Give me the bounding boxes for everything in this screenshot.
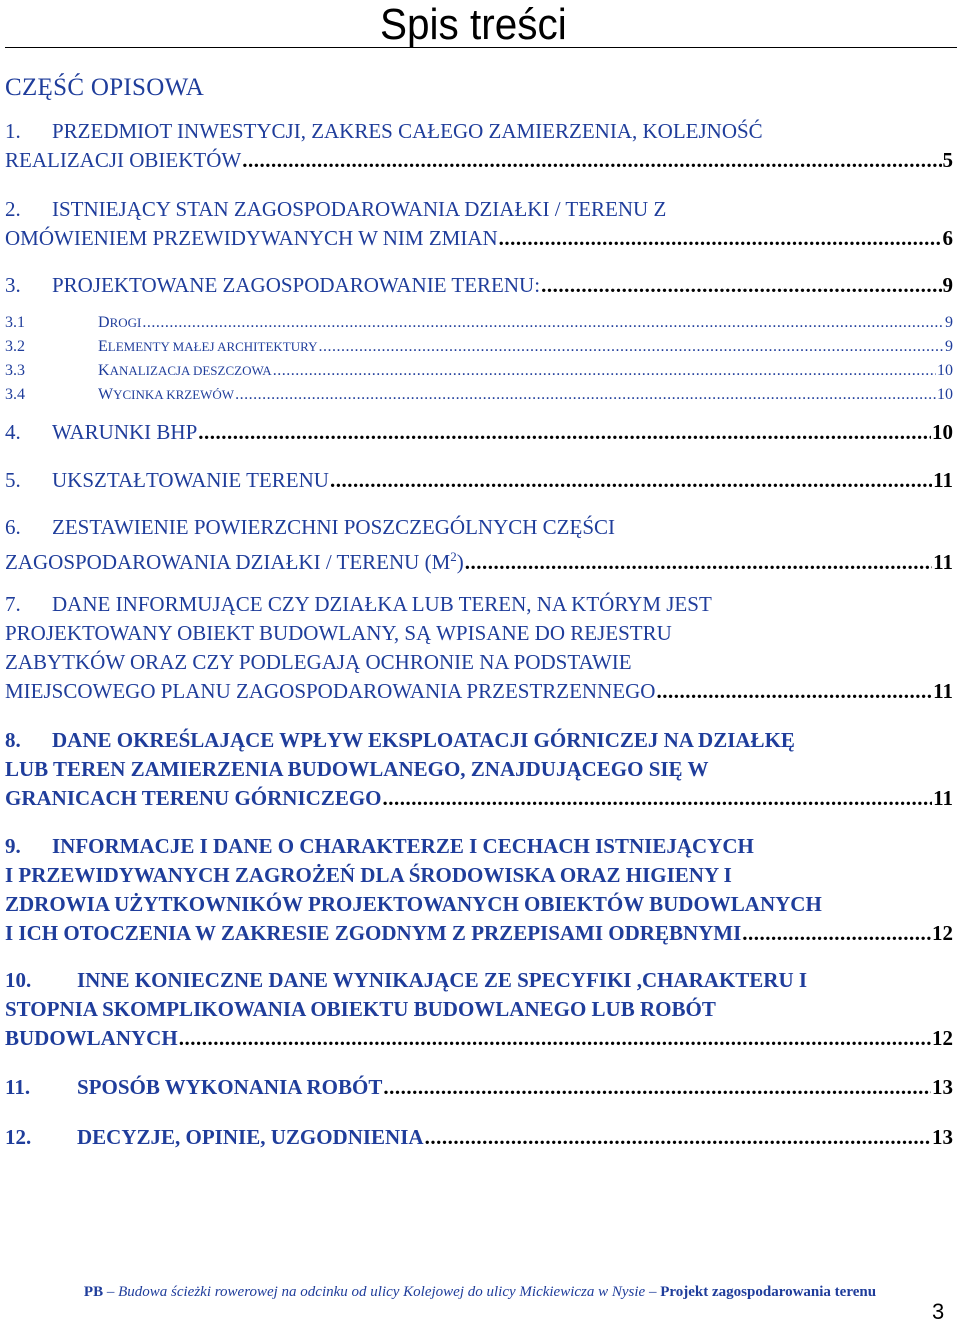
toc-last-line: 5. UKSZTAŁTOWANIE TERENU ..... 11 xyxy=(5,466,953,495)
toc-page: 6 xyxy=(942,226,953,250)
toc-line: PROJEKTOWANY OBIEKT BUDOWLANY, SĄ WPISANE DO REJESTRU xyxy=(5,621,672,645)
toc-last-line: REALIZACJI OBIEKTÓW ..... 5 xyxy=(5,146,953,175)
section-title: CZĘŚĆ OPISOWA xyxy=(5,74,205,101)
toc-page: 9 xyxy=(945,338,953,355)
toc-entry-3-4[interactable] xyxy=(5,383,953,407)
toc-page: 12 xyxy=(932,1026,953,1050)
toc-entry-10[interactable] xyxy=(5,966,953,1053)
toc-entry-11[interactable] xyxy=(5,1073,953,1102)
toc-line: 6. ZESTAWIENIE POWIERZCHNI POSZCZEGÓLNYCH CZĘŚCI xyxy=(5,515,616,539)
toc-entry-3[interactable] xyxy=(5,271,953,300)
toc-entry-4[interactable] xyxy=(5,418,953,447)
toc-line: 1. PRZEDMIOT INWESTYCJI, ZAKRES CAŁEGO ZAMIERZENIA, KOLEJNOŚĆ xyxy=(5,119,763,143)
toc-last-line: I ICH OTOCZENIA W ZAKRESIE ZGODNYM Z PRZEPISAMI ODRĘBNYMI ..... 12 xyxy=(5,919,953,948)
toc-last-line: 3.4 WYCINKA KRZEWÓW ..... 10 xyxy=(5,383,953,407)
footer-separator: – xyxy=(645,1284,661,1300)
toc-page: 10 xyxy=(937,362,953,379)
toc-page: 13 xyxy=(932,1125,953,1149)
page-footer xyxy=(0,1283,960,1301)
toc-page: 13 xyxy=(932,1075,953,1099)
toc-entry-7[interactable] xyxy=(5,590,953,706)
toc-last-line: OMÓWIENIEM PRZEWIDYWANYCH W NIM ZMIAN ..... 6 xyxy=(5,224,953,253)
toc-page: 12 xyxy=(932,921,953,945)
toc-line: STOPNIA SKOMPLIKOWANIA OBIEKTU BUDOWLANEGO LUB ROBÓT xyxy=(5,997,716,1021)
toc-line: 10. INNE KONIECZNE DANE WYNIKAJĄCE ZE SPECYFIKI ,CHARAKTERU I xyxy=(5,968,808,992)
toc-entry-2[interactable] xyxy=(5,195,953,253)
toc-entry-5[interactable] xyxy=(5,466,953,495)
title-rule xyxy=(5,47,957,48)
footer-left: PB xyxy=(83,1284,104,1300)
toc-page: 9 xyxy=(945,314,953,331)
toc-page: 11 xyxy=(933,468,953,492)
toc-entry-1[interactable] xyxy=(5,117,953,175)
footer-separator: – xyxy=(103,1284,119,1300)
toc-page: 11 xyxy=(933,786,953,810)
page-title: Spis treści xyxy=(380,0,567,49)
toc-page: 10 xyxy=(932,420,953,444)
toc-line: 8. DANE OKREŚLAJĄCE WPŁYW EKSPLOATACJI GÓRNICZEJ NA DZIAŁKĘ xyxy=(5,728,795,752)
toc-page: 11 xyxy=(933,550,953,574)
toc-last-line: 3.1 DROGI ..... 9 xyxy=(5,311,953,335)
toc-last-line: 3. PROJEKTOWANE ZAGOSPODAROWANIE TERENU: ..... 9 xyxy=(5,271,953,300)
toc-last-line: MIEJSCOWEGO PLANU ZAGOSPODAROWANIA PRZESTRZENNEGO ..... 11 xyxy=(5,677,953,706)
toc-last-line: BUDOWLANYCH ..... 12 xyxy=(5,1024,953,1053)
toc-line: 7. DANE INFORMUJĄCE CZY DZIAŁKA LUB TEREN, NA KTÓRYM JEST xyxy=(5,592,712,616)
toc-entry-12[interactable] xyxy=(5,1123,953,1152)
toc-entry-6[interactable] xyxy=(5,513,953,577)
toc-last-line: GRANICACH TERENU GÓRNICZEGO ..... 11 xyxy=(5,784,953,813)
toc-entry-3-3[interactable] xyxy=(5,359,953,383)
toc-last-line: 3.3 KANALIZACJA DESZCZOWA ..... 10 xyxy=(5,359,953,383)
toc-page: 10 xyxy=(937,386,953,403)
toc-entry-8[interactable] xyxy=(5,726,953,813)
toc-last-line: 3.2 ELEMENTY MAŁEJ ARCHITEKTURY ..... 9 xyxy=(5,335,953,359)
toc-page: 5 xyxy=(942,148,953,172)
toc-line: ZDROWIA UŻYTKOWNIKÓW PROJEKTOWANYCH OBIEKTÓW BUDOWLANYCH xyxy=(5,892,822,916)
toc-line: ZABYTKÓW ORAZ CZY PODLEGAJĄ OCHRONIE NA PODSTAWIE xyxy=(5,650,632,674)
toc-entry-3-2[interactable] xyxy=(5,335,953,359)
toc-entry-9[interactable] xyxy=(5,832,953,948)
toc-line: 9. INFORMACJE I DANE O CHARAKTERZE I CECHACH ISTNIEJĄCYCH xyxy=(5,834,754,858)
toc-line: LUB TEREN ZAMIERZENIA BUDOWLANEGO, ZNAJDUJĄCEGO SIĘ W xyxy=(5,757,709,781)
toc-line: I PRZEWIDYWANYCH ZAGROŻEŃ DLA ŚRODOWISKA ORAZ HIGIENY I xyxy=(5,863,732,887)
toc-page: 11 xyxy=(933,679,953,703)
footer-doc-type: Projekt zagospodarowania terenu xyxy=(660,1284,877,1300)
toc-last-line: 12. DECYZJE, OPINIE, UZGODNIENIA ..... 13 xyxy=(5,1123,953,1152)
toc-last-line: ZAGOSPODAROWANIA DZIAŁKI / TERENU $(M^2)$ ..... 11 xyxy=(5,542,953,577)
page-number: 3 xyxy=(932,1299,945,1324)
toc-line: 2. ISTNIEJĄCY STAN ZAGOSPODAROWANIA DZIAŁKI / TERENU Z xyxy=(5,197,667,221)
toc-page: 9 xyxy=(942,273,953,297)
toc-last-line: 4. WARUNKI BHP ..... 10 xyxy=(5,418,953,447)
toc-entry-3-1[interactable] xyxy=(5,311,953,335)
toc-last-line: 11. SPOSÓB WYKONANIA ROBÓT ..... 13 xyxy=(5,1073,953,1102)
footer-project-name: Budowa ścieżki rowerowej na odcinku od ulicy Kolejowej do ulicy Mickiewicza w Nysie xyxy=(118,1284,646,1300)
